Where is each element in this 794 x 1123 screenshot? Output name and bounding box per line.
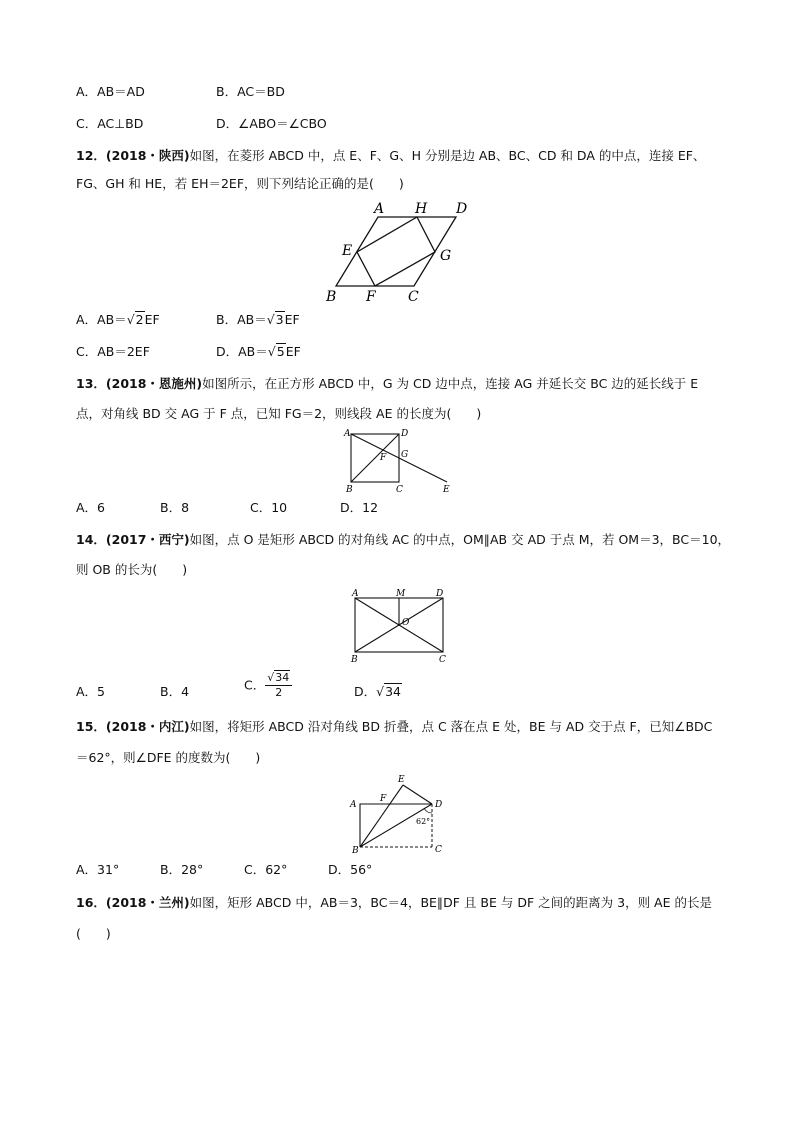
- q15-label-d: D: [435, 800, 443, 810]
- q14-label-c: C: [439, 655, 446, 664]
- q12-option-b-suffix: EF: [284, 312, 300, 327]
- q11-option-a: A．AB＝AD: [76, 84, 145, 99]
- q13-stem-line2: 点，对角线 BD 交 AG 于 F 点，已知 FG＝2，则线段 AE 的长度为( ): [76, 406, 482, 421]
- q14-label-o: O: [402, 618, 410, 628]
- q12-option-a-suffix: EF: [144, 312, 160, 327]
- q12-option-a-text: A．AB＝: [76, 312, 127, 327]
- q14-rectangle-figure: [346, 588, 456, 664]
- sqrt-symbol: √3: [266, 312, 284, 327]
- q13-label-d: D: [401, 429, 409, 439]
- q14-label-d: D: [436, 589, 444, 599]
- q12-label-f: F: [366, 289, 376, 305]
- q13-option-a: A．6: [76, 500, 106, 515]
- q12-rhombus-figure: [322, 198, 482, 306]
- q12-option-b-radicand: 3: [275, 312, 284, 327]
- q12-label-e: E: [342, 243, 353, 259]
- q12-source: ．(2018・陕西): [93, 148, 190, 163]
- sqrt-symbol: √34: [376, 684, 402, 699]
- q12-option-c: C．AB＝2EF: [76, 344, 150, 359]
- q12-label-g: G: [440, 248, 452, 264]
- q12-label-c: C: [408, 289, 419, 305]
- sqrt-symbol: √2: [126, 312, 144, 327]
- q14-source: ．(2017・西宁): [93, 532, 190, 547]
- q11-option-b: B．AC＝BD: [216, 84, 285, 99]
- q12-number: 12: [76, 148, 94, 163]
- sqrt-symbol: √: [267, 671, 275, 684]
- q12-option-b-text: B．AB＝: [216, 312, 267, 327]
- q14-option-a: A．5: [76, 684, 106, 699]
- q12-text-1: 如图，在菱形 ABCD 中，点 E、F、G、H 分别是边 AB、BC、CD 和 DA 的中点，连接 EF、: [189, 148, 706, 163]
- q14-option-b: B．4: [160, 684, 190, 699]
- q15-option-c: C．62°: [244, 862, 288, 877]
- q15-option-a: A．31°: [76, 862, 120, 877]
- q15-text-1: 如图，将矩形 ABCD 沿对角线 BD 折叠，点 C 落在点 E 处，BE 与 AD 交于点 F，已知∠BDC: [189, 719, 713, 734]
- q12-label-a: A: [374, 201, 385, 217]
- q13-label-f: F: [380, 453, 387, 463]
- q15-option-d: D．56°: [328, 862, 373, 877]
- q12-label-b: B: [326, 289, 337, 305]
- q14-option-d-radicand: 34: [385, 684, 402, 699]
- q13-option-c: C．10: [250, 500, 288, 515]
- q11-option-c: C．AC⊥BD: [76, 116, 144, 131]
- q16-text-1: 如图，矩形 ABCD 中，AB＝3，BC＝4，BE∥DF 且 BE 与 DF 之间的距离为 3，则 AE 的长是: [189, 895, 712, 910]
- q14-label-m: M: [396, 589, 406, 599]
- q15-label-b: B: [352, 846, 359, 854]
- q15-label-e: E: [398, 775, 405, 785]
- q16-number: 16: [76, 895, 94, 910]
- q12-stem-line2: FG、GH 和 HE，若 EH＝2EF，则下列结论正确的是( ): [76, 176, 404, 191]
- q12-option-a-radicand: 2: [135, 312, 144, 327]
- q13-option-b: B．8: [160, 500, 190, 515]
- q15-angle-label: 62°: [416, 817, 431, 826]
- q12-label-d: D: [456, 201, 468, 217]
- q13-source: ．(2018・恩施州): [93, 376, 203, 391]
- q16-source: ．(2018・兰州): [93, 895, 190, 910]
- q13-label-g: G: [401, 450, 409, 460]
- q12-label-h: H: [415, 201, 428, 217]
- q16-stem-line1: [76, 895, 712, 911]
- q12-option-d-text: D．AB＝: [216, 344, 268, 359]
- q14-option-c-denominator: 2: [275, 686, 283, 699]
- q14-option-c-text: C．: [244, 677, 266, 693]
- q16-stem-line2: ( ): [76, 926, 111, 941]
- q13-number: 13: [76, 376, 94, 391]
- q14-option-c: [244, 672, 292, 699]
- q14-option-d: [354, 684, 402, 700]
- q14-number: 14: [76, 532, 94, 547]
- q15-label-c: C: [435, 845, 442, 854]
- q15-stem-line1: [76, 719, 712, 735]
- q15-option-b: B．28°: [160, 862, 204, 877]
- q14-option-d-text: D．: [354, 684, 377, 699]
- q15-source: ．(2018・内江): [93, 719, 190, 734]
- q13-text-1: 如图所示，在正方形 ABCD 中，G 为 CD 边中点，连接 AG 并延长交 BC 边的延长线于 E: [202, 376, 699, 391]
- q12-option-a: [76, 312, 160, 328]
- q14-label-b: B: [351, 655, 358, 664]
- q13-label-e: E: [443, 485, 450, 495]
- sqrt-symbol: √5: [267, 344, 285, 359]
- q15-label-a: A: [350, 800, 357, 810]
- q12-option-d: [216, 344, 301, 360]
- q12-option-d-radicand: 5: [276, 344, 285, 359]
- q14-stem-line1: [76, 532, 730, 548]
- q13-label-b: B: [346, 485, 353, 495]
- q13-label-c: C: [396, 485, 403, 495]
- q12-stem-line1: [76, 148, 705, 164]
- q15-label-f: F: [380, 794, 387, 804]
- q12-option-b: [216, 312, 300, 328]
- q14-option-c-radicand: 34: [275, 671, 290, 684]
- q15-number: 15: [76, 719, 94, 734]
- q13-option-d: D．12: [340, 500, 379, 515]
- q14-text-1: 如图，点 O 是矩形 ABCD 的对角线 AC 的中点，OM∥AB 交 AD 于点 M，若 OM＝3，BC＝10，: [189, 532, 731, 547]
- q15-fold-figure: [342, 772, 452, 854]
- q13-square-figure: [340, 426, 458, 496]
- q15-stem-line2: ＝62°，则∠DFE 的度数为( ): [76, 750, 261, 765]
- q13-stem-line1: [76, 376, 698, 392]
- q13-label-a: A: [344, 429, 351, 439]
- q12-option-d-suffix: EF: [285, 344, 301, 359]
- q14-label-a: A: [352, 589, 359, 599]
- fraction: [265, 672, 292, 699]
- q14-stem-line2: 则 OB 的长为( ): [76, 562, 188, 577]
- q11-option-d: D．∠ABO＝∠CBO: [216, 116, 327, 131]
